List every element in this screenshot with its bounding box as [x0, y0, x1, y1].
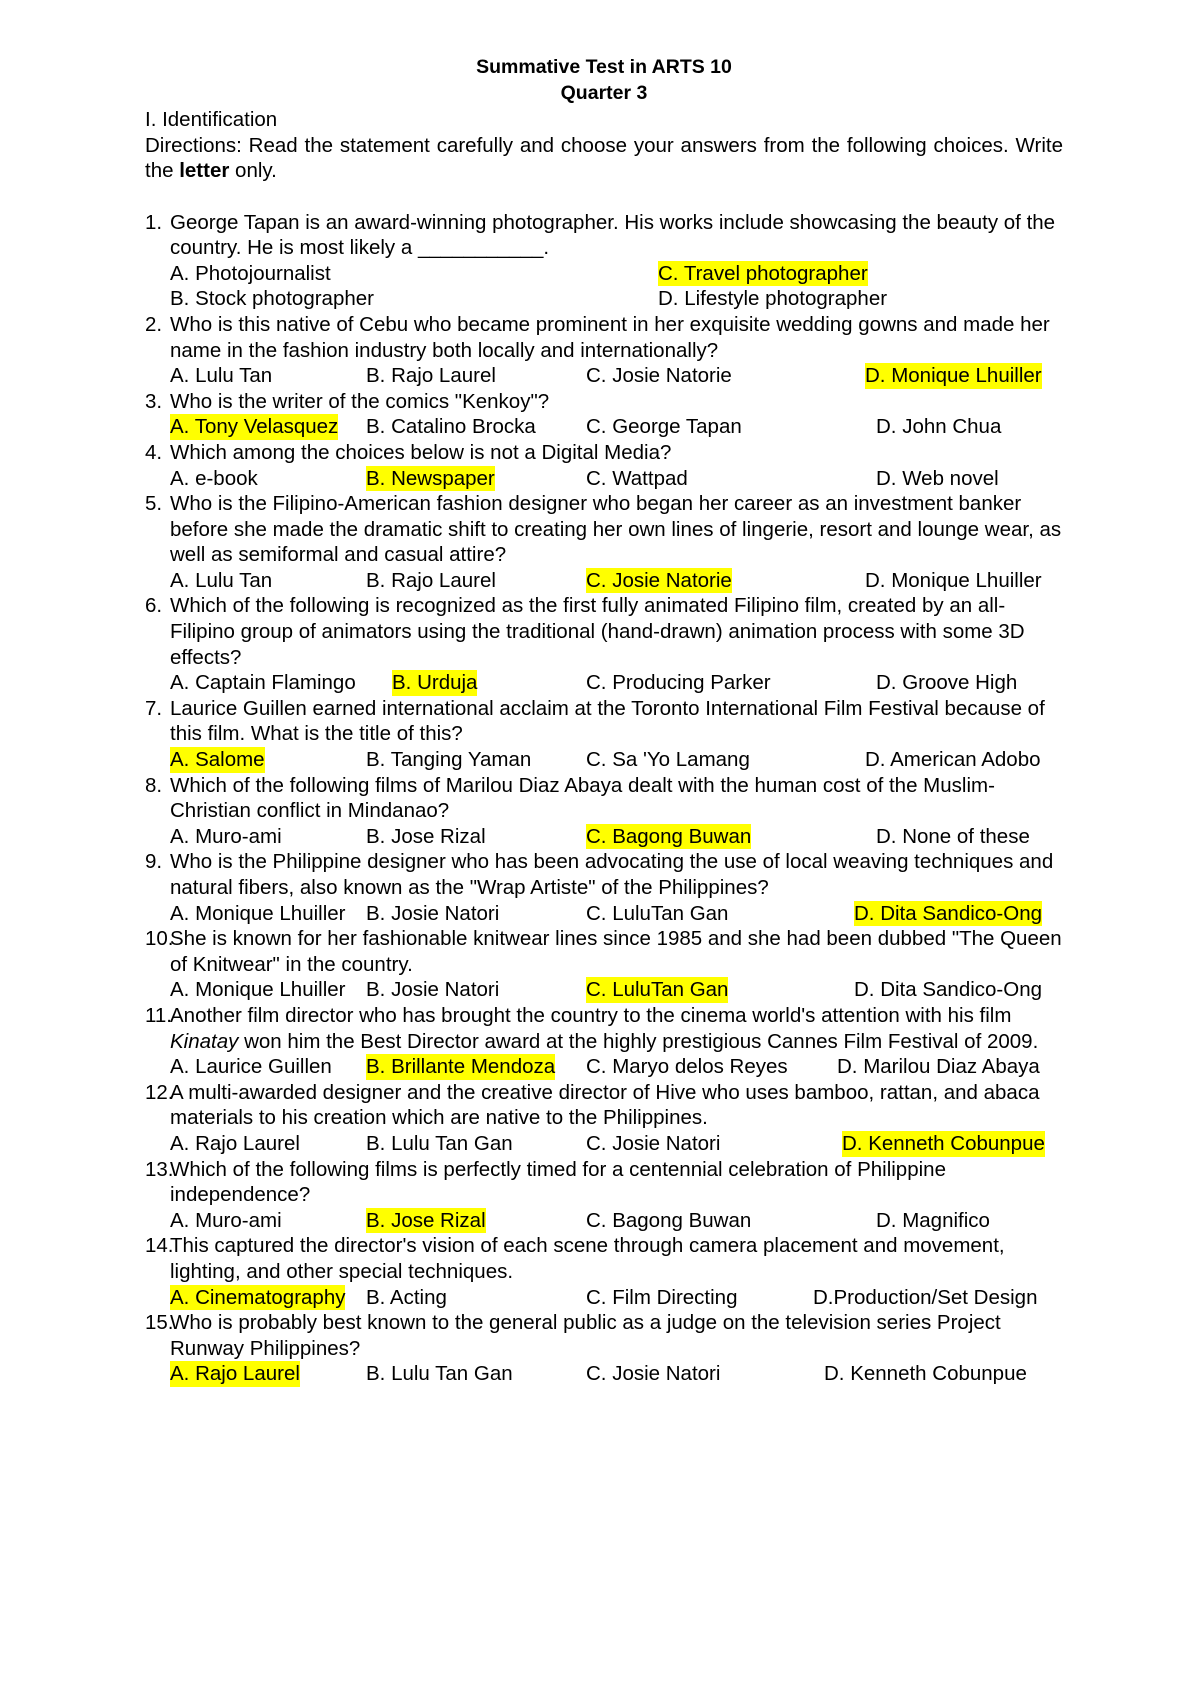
question-number: 6.: [145, 594, 163, 618]
option-a: A. e-book: [170, 466, 258, 490]
option-row: [145, 1285, 1063, 1311]
option-a: A. Laurice Guillen: [170, 1055, 332, 1079]
question-number: 12.: [145, 1080, 174, 1104]
option-d-answer: D. Kenneth Cobunpue: [842, 1131, 1045, 1155]
question-number: 4.: [145, 440, 163, 464]
option-c: C. Film Directing: [586, 1285, 738, 1309]
option-d-answer: D. Monique Lhuiller: [865, 364, 1042, 388]
option-row: [145, 363, 1063, 389]
option-row: [145, 901, 1063, 927]
question-item: [145, 210, 1063, 312]
question-stem: Laurice Guillen earned international acclaim at the Toronto International Film Festival because of this film. What is the title of this?: [170, 696, 1045, 746]
question-number: 13.: [145, 1157, 174, 1181]
question-number: 3.: [145, 389, 163, 413]
option-a-answer: A. Rajo Laurel: [170, 1362, 300, 1386]
option-d: D. Lifestyle photographer: [658, 287, 888, 311]
option-a-answer: A. Cinematography: [170, 1285, 346, 1309]
option-c: C. Josie Natori: [586, 1131, 721, 1155]
question-item: [145, 491, 1063, 593]
option-b-answer: B. Newspaper: [366, 466, 495, 490]
option-row: [145, 1054, 1063, 1080]
option-b: B. Josie Natori: [366, 978, 500, 1002]
option-c-answer: C. Bagong Buwan: [586, 824, 752, 848]
option-row: [145, 261, 1063, 312]
question-item: [145, 926, 1063, 1003]
option-row: [145, 977, 1063, 1003]
question-number: 8.: [145, 773, 163, 797]
option-a: A. Lulu Tan: [170, 364, 273, 388]
option-b: B. Josie Natori: [366, 901, 500, 925]
option-c: C. Wattpad: [586, 466, 688, 490]
document-content: [145, 55, 1063, 1387]
option-c-answer: C. LuluTan Gan: [586, 978, 729, 1002]
question-stem: Who is the writer of the comics "Kenkoy"?: [170, 389, 550, 413]
option-c: C. Sa 'Yo Lamang: [586, 748, 750, 772]
question-number: 2.: [145, 312, 163, 336]
question-stem: Which of the following films of Marilou Diaz Abaya dealt with the human cost of the Muslim-Christian conflict in Mindanao?: [170, 773, 995, 823]
question-item: [145, 1233, 1063, 1310]
question-item: [145, 849, 1063, 926]
directions-post: only.: [229, 159, 277, 183]
option-d: D. Web novel: [876, 466, 999, 490]
option-d-answer: D. Dita Sandico-Ong: [854, 901, 1043, 925]
question-stem: This captured the director's vision of each scene through camera placement and movement, lighting, and other special techniques.: [170, 1234, 1005, 1283]
question-stem: She is known for her fashionable knitwear lines since 1985 and she had been dubbed "The Queen of Knitwear" in the country.: [170, 927, 1062, 976]
option-c: C. Bagong Buwan: [586, 1208, 752, 1232]
question-stem: Who is probably best known to the general public as a judge on the television series Project Runway Philippines?: [170, 1311, 1001, 1360]
question-item: [145, 1003, 1063, 1080]
question-number: 10.: [145, 927, 174, 951]
question-item: [145, 389, 1063, 440]
option-row: [145, 670, 1063, 696]
option-b: B. Rajo Laurel: [366, 364, 496, 388]
option-a: A. Monique Lhuiller: [170, 901, 346, 925]
question-item: [145, 773, 1063, 850]
option-d: D. American Adobo: [865, 748, 1041, 772]
option-b-answer: B. Urduja: [392, 671, 478, 695]
question-stem: George Tapan is an award-winning photographer. His works include showcasing the beauty of the country. He is most likely a ___________.: [170, 210, 1056, 260]
directions-bold: letter: [179, 159, 230, 183]
option-row: [145, 414, 1063, 440]
option-row: [145, 1131, 1063, 1157]
option-a: A. Muro-ami: [170, 1208, 282, 1232]
option-c: C. Josie Natorie: [586, 364, 732, 388]
question-item: [145, 1080, 1063, 1157]
option-c: C. LuluTan Gan: [586, 901, 729, 925]
document-subtitle: Quarter 3: [560, 81, 648, 104]
question-number: 1.: [145, 210, 163, 234]
question-number: 9.: [145, 850, 163, 874]
option-d: D. Marilou Diaz Abaya: [837, 1055, 1040, 1079]
question-stem: Who is the Filipino-American fashion designer who began her career as an investment banker before she made the dramatic shift to creating her own lines of lingerie, resort and lounge wear, as well as semiformal and casual attire?: [170, 492, 1062, 567]
question-number: 15.: [145, 1311, 174, 1335]
question-stem: Which of the following films is perfectly timed for a centennial celebration of Philippine independence?: [170, 1157, 946, 1207]
question-item: [145, 1157, 1063, 1234]
option-c: C. Maryo delos Reyes: [586, 1055, 788, 1079]
film-title-italic: Kinatay: [170, 1029, 239, 1053]
option-a: A. Captain Flamingo: [170, 671, 356, 695]
question-item: [145, 593, 1063, 695]
section-heading: I. Identification: [145, 108, 278, 132]
option-d: D. Dita Sandico-Ong: [854, 978, 1043, 1002]
option-row: [145, 568, 1063, 594]
question-stem: Which of the following is recognized as the first fully animated Filipino film, created by an all-Filipino group of animators using the traditional (hand-drawn) animation process with some 3D effects?: [170, 594, 1025, 669]
question-stem-post: won him the Best Director award at the highly prestigious Cannes Film Festival of 2009.: [238, 1029, 1039, 1053]
option-b: B. Jose Rizal: [366, 824, 486, 848]
question-list: [145, 210, 1063, 1387]
question-item: [145, 312, 1063, 389]
question-stem: Who is the Philippine designer who has been advocating the use of local weaving techniques and natural fibers, also known as the "Wrap Artiste" of the Philippines?: [170, 850, 1054, 899]
option-c-answer: C. Josie Natorie: [586, 568, 732, 592]
option-d: D. Kenneth Cobunpue: [824, 1362, 1027, 1386]
question-number: 5.: [145, 492, 163, 516]
question-item: [145, 696, 1063, 773]
option-b-answer: B. Brillante Mendoza: [366, 1055, 556, 1079]
option-b: B. Tanging Yaman: [366, 748, 532, 772]
question-number: 7.: [145, 696, 163, 720]
option-a: A. Rajo Laurel: [170, 1131, 300, 1155]
question-item: [145, 1310, 1063, 1387]
question-stem-pre: Another film director who has brought the country to the cinema world's attention with his film: [170, 1003, 1012, 1027]
option-d: D. None of these: [876, 824, 1030, 848]
option-a-answer: A. Tony Velasquez: [170, 415, 339, 439]
option-row: [145, 824, 1063, 850]
option-b: B. Acting: [366, 1285, 447, 1309]
question-item: [145, 440, 1063, 491]
option-b: B. Catalino Brocka: [366, 415, 536, 439]
option-a: A. Photojournalist: [170, 261, 331, 285]
option-c: C. Josie Natori: [586, 1362, 721, 1386]
option-d: D. Monique Lhuiller: [865, 568, 1042, 592]
option-b: B. Stock photographer: [170, 287, 374, 311]
option-c: C. George Tapan: [586, 415, 742, 439]
document-title: Summative Test in ARTS 10: [476, 56, 732, 78]
question-number: 11.: [145, 1003, 172, 1027]
directions-text: [145, 133, 1063, 184]
option-b-answer: B. Jose Rizal: [366, 1208, 486, 1232]
option-d: D. Magnifico: [876, 1208, 990, 1232]
question-number: 14.: [145, 1234, 174, 1258]
option-b: B. Rajo Laurel: [366, 568, 496, 592]
option-row: [145, 747, 1063, 773]
question-stem: A multi-awarded designer and the creative director of Hive who uses bamboo, rattan, and abaca materials to his creation which are native to the Philippines.: [170, 1080, 1040, 1130]
directions-pre: Directions: Read the statement carefully and choose your answers from the following choices. Write the: [145, 133, 1063, 183]
option-row: [145, 1361, 1063, 1387]
option-b: B. Lulu Tan Gan: [366, 1131, 513, 1155]
option-d: D. John Chua: [876, 415, 1002, 439]
option-row: [145, 466, 1063, 492]
question-stem: Who is this native of Cebu who became prominent in her exquisite wedding gowns and made her name in the fashion industry both locally and internationally?: [170, 312, 1050, 362]
question-stem: Which among the choices below is not a Digital Media?: [170, 440, 672, 464]
option-a-answer: A. Salome: [170, 748, 265, 772]
option-d: D. Groove High: [876, 671, 1018, 695]
option-c-answer: C. Travel photographer: [658, 261, 868, 285]
option-d: D.Production/Set Design: [813, 1285, 1038, 1309]
option-a: A. Monique Lhuiller: [170, 978, 346, 1002]
option-a: A. Muro-ami: [170, 824, 282, 848]
option-row: [145, 1208, 1063, 1234]
option-c: C. Producing Parker: [586, 671, 771, 695]
option-a: A. Lulu Tan: [170, 568, 273, 592]
option-b: B. Lulu Tan Gan: [366, 1362, 513, 1386]
